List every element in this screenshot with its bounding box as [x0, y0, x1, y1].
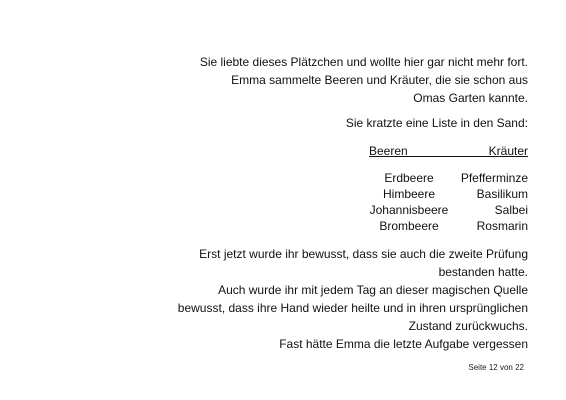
outro-line: bestanden hatte.	[438, 265, 528, 279]
outro-line: Erst jetzt wurde ihr bewusst, dass sie auch die zweite Prüfung	[199, 247, 528, 261]
berry-item: Erdbeere	[384, 171, 434, 185]
page-number: Seite 12 von 22	[468, 363, 524, 372]
berries-herbs-list	[369, 142, 528, 234]
herb-item: Pfefferminze	[460, 171, 528, 185]
list-row	[369, 202, 528, 218]
list-row	[369, 170, 528, 186]
list-heading	[346, 114, 528, 132]
list-row	[369, 218, 528, 234]
outro-line: Auch wurde ihr mit jedem Tag an dieser magischen Quelle	[218, 283, 528, 297]
berry-item: Himbeere	[382, 187, 436, 201]
outro-line: Fast hätte Emma die letzte Aufgabe vergessen	[279, 337, 528, 351]
header-herbs: Kräuter	[488, 144, 528, 158]
herb-item: Rosmarin	[476, 219, 528, 233]
header-berries: Beeren	[369, 144, 408, 158]
list-rows	[369, 170, 528, 234]
intro-paragraph	[200, 53, 528, 107]
intro-line: Sie liebte dieses Plätzchen und wollte hier gar nicht mehr fort.	[199, 55, 528, 69]
outro-paragraph	[178, 245, 528, 353]
herb-item: Basilikum	[476, 187, 528, 201]
intro-line: Omas Garten kannte.	[413, 91, 528, 105]
intro-line: Emma sammelte Beeren und Kräuter, die sie schon aus	[231, 73, 528, 87]
berry-item: Johannisbeere	[369, 203, 449, 217]
list-header	[369, 142, 528, 160]
list-heading-text: Sie kratzte eine Liste in den Sand:	[345, 116, 528, 130]
outro-line: bewusst, dass ihre Hand wieder heilte und in ihren ursprünglichen	[177, 301, 528, 315]
list-row	[369, 186, 528, 202]
berry-item: Brombeere	[379, 219, 439, 233]
outro-line: Zustand zurückwuchs.	[408, 319, 528, 333]
herb-item: Salbei	[494, 203, 528, 217]
